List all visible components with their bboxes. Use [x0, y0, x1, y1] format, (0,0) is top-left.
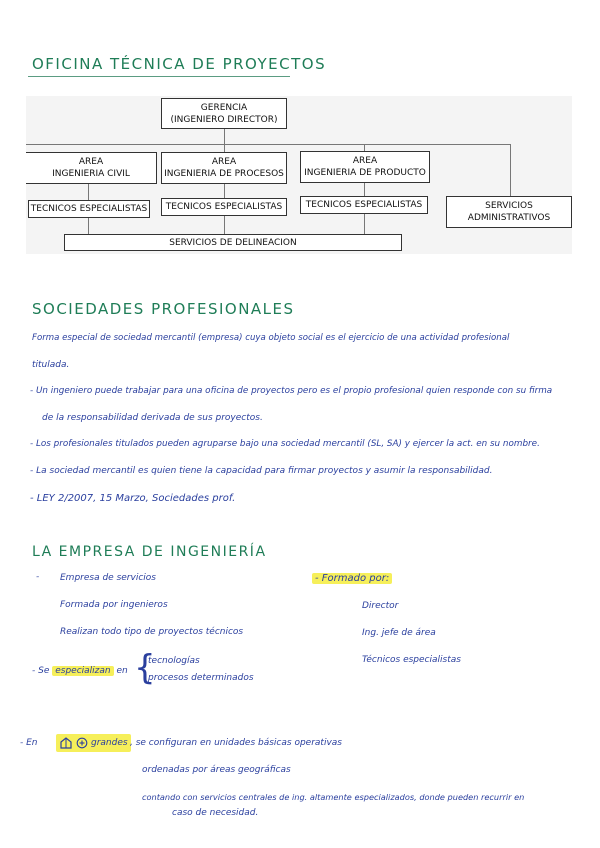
connector	[364, 144, 365, 151]
empresa-f2: Ing. jefe de área	[362, 628, 436, 638]
box-area-civil	[26, 152, 157, 184]
empresa-l2: Formada por ingenieros	[60, 600, 168, 610]
box-delineacion-label: SERVICIOS DE DELINEACION	[169, 237, 297, 248]
heading-oficina: OFICINA TÉCNICA DE PROYECTOS	[32, 55, 327, 73]
spec-pre: - Se	[32, 666, 50, 676]
bottom-l3: contando con servicios centrales de ing. altamente especializados, donde pueden recurrir en	[142, 792, 525, 802]
connector	[224, 184, 225, 198]
box-servicios-admin	[446, 196, 572, 228]
spec-en: en	[116, 666, 128, 676]
bottom-en: - En	[20, 738, 38, 748]
box-gerencia-line2: (INGENIERO DIRECTOR)	[170, 114, 278, 125]
sociedades-p1b: titulada.	[32, 360, 70, 370]
empresa-f3: Técnicos especialistas	[362, 655, 461, 665]
box-tecnicos-procesos-label: TECNICOS ESPECIALISTAS	[165, 202, 283, 212]
heading-empresa: LA EMPRESA DE INGENIERÍA	[32, 544, 267, 560]
empresa-spec1: tecnologías	[148, 656, 200, 666]
connector	[364, 214, 365, 234]
grandes-label: grandes	[91, 738, 128, 748]
box-tecnicos-civil-label: TECNICOS ESPECIALISTAS	[30, 204, 148, 214]
empresa-l3: Realizan todo tipo de proyectos técnicos	[60, 627, 244, 637]
heading-underline	[28, 76, 290, 77]
box-servicios-admin-line1: SERVICIOS	[485, 201, 533, 211]
box-tecnicos-civil	[28, 200, 150, 218]
box-area-producto-line2: INGENIERIA DE PRODUCTO	[304, 168, 426, 178]
connector	[224, 216, 225, 234]
org-chart	[26, 96, 572, 254]
box-area-civil-line1: AREA	[78, 157, 104, 167]
connector	[88, 184, 89, 200]
formado-highlight: - Formado por:	[312, 573, 392, 584]
connector	[510, 144, 511, 196]
box-area-procesos-line1: AREA	[211, 157, 237, 167]
connector	[364, 182, 365, 196]
connector	[224, 128, 225, 144]
sociedades-b3: - La sociedad mercantil es quien tiene la capacidad para firmar proyectos y asumir la responsabilidad.	[30, 466, 493, 476]
empresa-spec	[32, 666, 128, 676]
building-icon	[59, 736, 73, 750]
bottom-l1: , se configuran en unidades básicas operativas	[130, 738, 342, 748]
box-area-procesos	[161, 152, 287, 184]
box-gerencia	[161, 98, 287, 129]
bottom-l2: ordenadas por áreas geográficas	[142, 765, 291, 775]
box-area-producto	[300, 151, 430, 183]
sociedades-b4: - LEY 2/2007, 15 Marzo, Sociedades prof.	[30, 493, 236, 504]
box-area-producto-line1: AREA	[352, 156, 378, 166]
connector	[88, 218, 89, 234]
sociedades-b1a: - Un ingeniero puede trabajar para una oficina de proyectos pero es el propio profesional quien responde con su firma	[30, 386, 553, 396]
box-area-procesos-line2: INGENIERIA DE PROCESOS	[164, 169, 284, 179]
empresa-l1: Empresa de servicios	[60, 573, 156, 583]
empresa-formado	[312, 573, 392, 584]
box-tecnicos-producto-label: TECNICOS ESPECIALISTAS	[305, 200, 423, 210]
box-servicios-admin-line2: ADMINISTRATIVOS	[467, 213, 551, 223]
box-tecnicos-producto	[300, 196, 428, 214]
heading-sociedades: SOCIEDADES PROFESIONALES	[32, 300, 295, 318]
box-gerencia-line1: GERENCIA	[200, 102, 248, 113]
empresa-f1: Director	[362, 601, 399, 611]
bottom-l4: caso de necesidad.	[172, 808, 259, 818]
sociedades-b1b: de la responsabilidad derivada de sus proyectos.	[42, 413, 263, 423]
sociedades-b2: - Los profesionales titulados pueden agruparse bajo una sociedad mercantil (SL, SA) y ejercer la act. en su nombre.	[30, 439, 540, 449]
curly-brace-icon: {	[134, 648, 156, 688]
grandes-highlight	[56, 734, 131, 752]
plus-circle-icon	[76, 737, 88, 749]
spec-highlight: especializan	[52, 666, 113, 676]
box-area-civil-line2: INGENIERIA CIVIL	[52, 169, 130, 179]
connector	[224, 144, 225, 152]
sociedades-p1a: Forma especial de sociedad mercantil (empresa) cuya objeto social es el ejercicio de una actividad profesional	[32, 333, 510, 343]
connector	[26, 144, 510, 145]
box-delineacion	[64, 234, 402, 251]
box-tecnicos-procesos	[161, 198, 287, 216]
empresa-spec2: procesos determinados	[148, 673, 254, 683]
empresa-dash: -	[36, 572, 40, 582]
